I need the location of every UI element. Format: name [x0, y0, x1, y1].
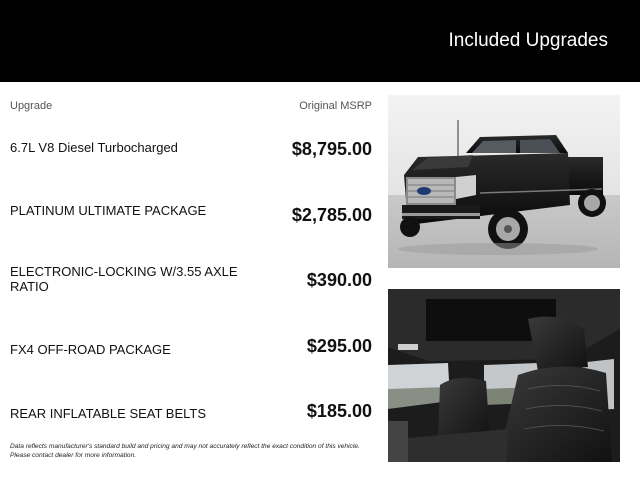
upgrades-list [0, 120, 380, 448]
truck-interior-photo [388, 289, 620, 462]
column-header-msrp: Original MSRP [299, 100, 372, 112]
upgrade-price: $295.00 [306, 335, 372, 356]
upgrade-price: $2,785.00 [291, 204, 372, 225]
upgrade-row [0, 251, 380, 317]
header-bar [0, 0, 640, 82]
upgrade-name: ELECTRONIC-LOCKING W/3.55 AXLE RATIO [10, 264, 238, 294]
upgrade-row [0, 317, 380, 383]
upgrade-row [0, 120, 380, 186]
truck-exterior-photo [388, 95, 620, 268]
upgrade-name: PLATINUM ULTIMATE PACKAGE [10, 202, 207, 218]
upgrade-row [0, 186, 380, 252]
upgrade-price: $390.00 [306, 270, 372, 290]
upgrade-row [0, 382, 380, 448]
disclaimer-text: Data reflects manufacturer's standard build and pricing and may not accurately reflect the exact condition of this vehicle. Please contact dealer for more information. [10, 443, 360, 459]
column-header-upgrade: Upgrade [10, 100, 53, 112]
upgrade-name: 6.7L V8 Diesel Turbocharged [10, 140, 178, 155]
upgrade-name: FX4 OFF-ROAD PACKAGE [10, 341, 171, 357]
upgrade-price: $185.00 [306, 401, 372, 421]
upgrade-price: $8,795.00 [291, 139, 372, 159]
page-title: Included Upgrades [448, 30, 608, 51]
upgrade-name: REAR INFLATABLE SEAT BELTS [10, 406, 207, 421]
